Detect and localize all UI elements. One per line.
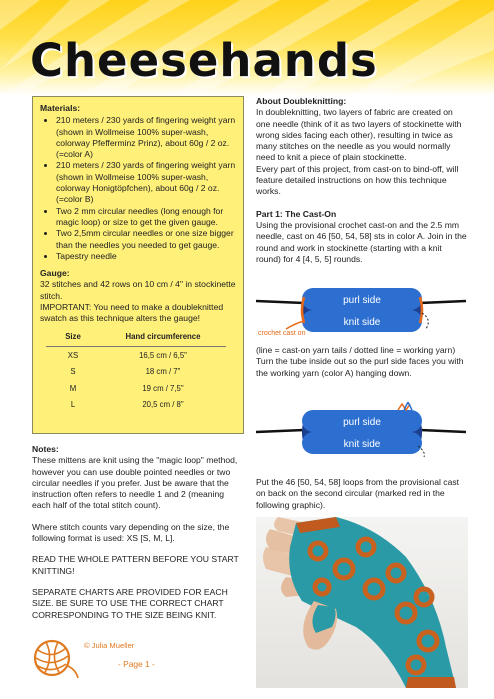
circumference-cell: 16,5 cm / 6,5" [139,350,187,360]
notes-section [32,444,240,631]
right-column-bottom [256,477,468,511]
part1-paragraph: (line = cast-on yarn tails / dotted line = working yarn) [256,345,456,355]
about-paragraph: Every part of this project, from cast-on to bind-off, will feature detailed instructions on how this technique works. [256,163,459,197]
right-column-continued [256,345,468,379]
notes-heading: Notes: [32,444,59,454]
part1-paragraph: Put the 46 [50, 54, 58] loops from the provisional cast on back on the second circular (marked red in the following graphic). [256,477,460,510]
materials-item: • Tapestry needle [56,251,236,262]
materials-item: • Two 2 mm circular needles (long enough for magic loop) or size to get the given gauge. [56,206,236,229]
crochet-cast-on-label: crochet cast on [258,330,306,337]
materials-heading: Materials: [40,103,81,113]
table-row [46,346,226,363]
circumference-header: Hand circumference [100,331,226,347]
about-paragraph: In doubleknitting, two layers of fabric are created on one needle (think of it as two layers of stockinette with wrong sides facing each other), resulting in twice as many stitches on the needle as you would normally need to knit a piece of plain stockinette. [256,107,462,163]
notes-paragraph: READ THE WHOLE PATTERN BEFORE YOU START KNITTING! [32,554,239,576]
page-number: - Page 1 - [118,659,155,669]
part1-paragraph: Using the provisional crochet cast-on and the 2.5 mm needle, cast on 46 [50, 54, 58] sts in color A. Join in the round and work in stockinette (starting with a knit round) for 4 [4, 5, 5] rounds. [256,219,467,264]
materials-list [40,115,236,262]
materials-item: • 210 meters / 230 yards of fingering weight yarn (shown in Wollmeise 100% super-wash, colorway Honigtöpfchen), about 60g / 2 oz. (=color B) [56,160,236,205]
notes-paragraph: Where stitch counts vary depending on the size, the following format is used: XS [S, M, L]. [32,521,230,544]
about-heading: About Doubleknitting: [256,96,347,106]
size-cell: XS [67,350,79,360]
size-header: Size [46,331,100,347]
part1-heading: Part 1: The Cast-On [256,208,337,219]
size-cell: L [70,399,76,409]
yarn-ball-logo [28,636,80,680]
copyright-text: © Julia Mueller [84,641,135,650]
purl-side-label: purl side [343,417,381,428]
left-column [32,96,244,434]
right-column [256,96,468,265]
part1-paragraph: Turn the tube inside out so the purl side faces you with the working yarn (color A) hanging down. [256,356,464,378]
gauge-heading: Gauge: [40,268,70,279]
purl-side-label: purl side [343,295,381,306]
size-table [46,331,226,412]
gauge-important: IMPORTANT: You need to make a doubleknitted swatch as this technique alters the gauge! [40,302,224,324]
knit-side-label: knit side [343,439,381,450]
mitten-photo [256,517,468,688]
turned-tube-diagram [256,402,468,458]
table-row [46,363,226,379]
materials-item: • Two 2,5mm circular needles or one size bigger than the needles you needed to get gauge. [56,228,236,251]
circumference-cell: 18 cm / 7" [145,367,181,377]
materials-item: • 210 meters / 230 yards of fingering weight yarn (shown in Wollmeise 100% super-wash, colorway Pfefferminz Prinz), about 60g / 2 oz. (=color A) [56,115,236,160]
cast-on-diagram [256,283,468,341]
table-row [46,396,226,412]
notes-paragraph: SEPARATE CHARTS ARE PROVIDED FOR EACH SIZE. BE SURE TO USE THE CORRECT CHART CORRESPONDING TO THE SIZE BEING KNIT. [32,586,228,620]
knit-side-label: knit side [343,317,381,328]
page-title: Cheesehands [30,34,378,87]
size-cell: M [69,383,77,393]
page-header [0,0,494,96]
gauge-text: 32 stitches and 42 rows on 10 cm / 4" in stockinette stitch. [40,279,236,301]
notes-paragraph: These mittens are knit using the "magic loop" method, however you can use double pointed needles or two circular needles if you prefer. Just be aware that the instruction often refers to needle 1 and 2 (meaning each half of the total stitch count). [32,455,238,511]
size-cell: S [70,367,76,377]
materials-box [32,96,244,434]
circumference-cell: 20,5 cm / 8" [142,399,184,409]
circumference-cell: 19 cm / 7,5" [142,383,184,393]
table-row [46,380,226,396]
